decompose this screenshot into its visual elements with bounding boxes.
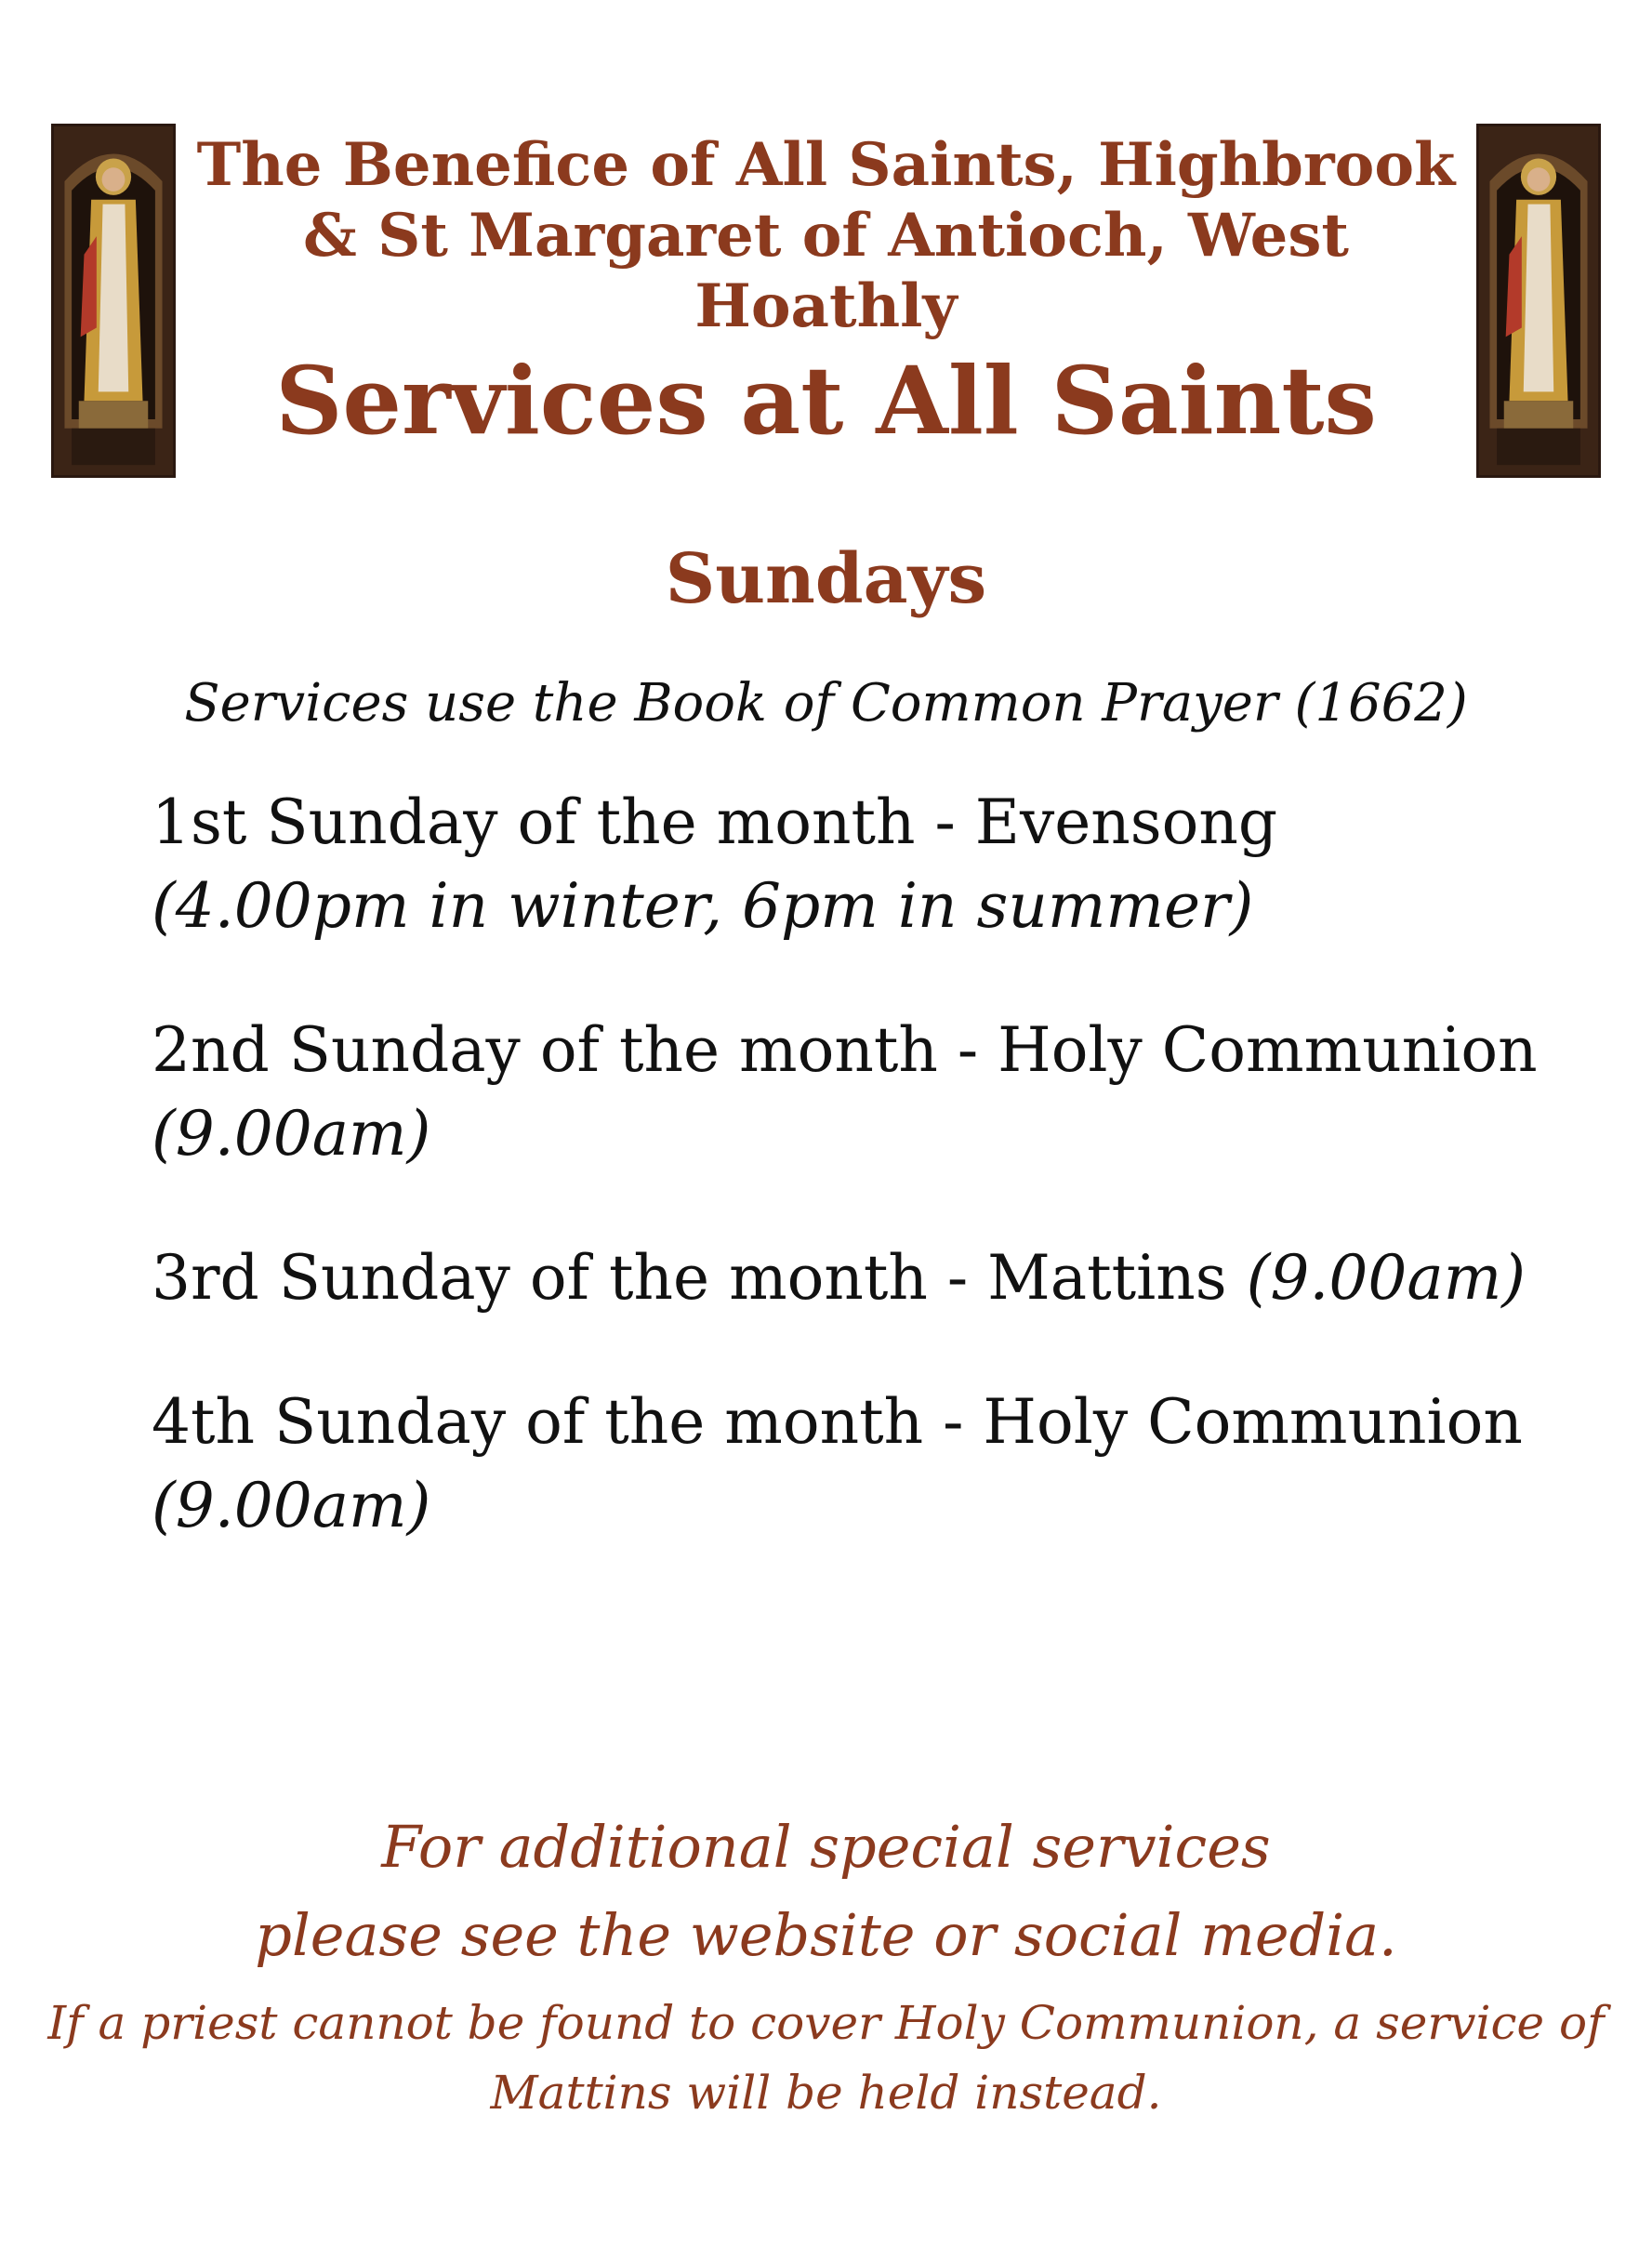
service-item [152, 781, 1546, 948]
page-title: Services at All Saints [275, 346, 1377, 456]
service-time: (9.00am) [152, 1470, 431, 1541]
benefice-line-2: & St Margaret of Antioch, West Hoathly [303, 201, 1349, 341]
service-name: 1st Sunday of the month - Evensong [152, 786, 1278, 858]
service-time: (4.00pm in winter, 6pm in summer) [152, 870, 1254, 942]
footer-line-1: For additional special services [381, 1813, 1271, 1881]
service-item [152, 1009, 1546, 1176]
footer-line-2: please see the website or social media. [255, 1901, 1397, 1969]
service-name: 4th Sunday of the month - Holy Communion [152, 1386, 1523, 1458]
service-name: 2nd Sunday of the month - Holy Communion [152, 1014, 1538, 1086]
service-time: (9.00am) [152, 1098, 431, 1170]
service-name: 3rd Sunday of the month - Mattins [152, 1242, 1227, 1314]
service-item [152, 1236, 1546, 1320]
service-item [152, 1381, 1546, 1548]
footer-line-4: Mattins will be held instead. [490, 2066, 1162, 2120]
bcp-note: Services use the Book of Common Prayer (1662) [184, 673, 1468, 734]
service-time: (9.00am) [1246, 1242, 1526, 1314]
header [186, 130, 1466, 456]
benefice-line-1: The Benefice of All Saints, Highbrook [196, 130, 1456, 200]
statue-image-right [1476, 124, 1601, 478]
statue-image-left [51, 124, 176, 478]
footer-line-3: If a priest cannot be found to cover Holy Communion, a service of [47, 1996, 1605, 2050]
sundays-heading: Sundays [665, 539, 987, 619]
